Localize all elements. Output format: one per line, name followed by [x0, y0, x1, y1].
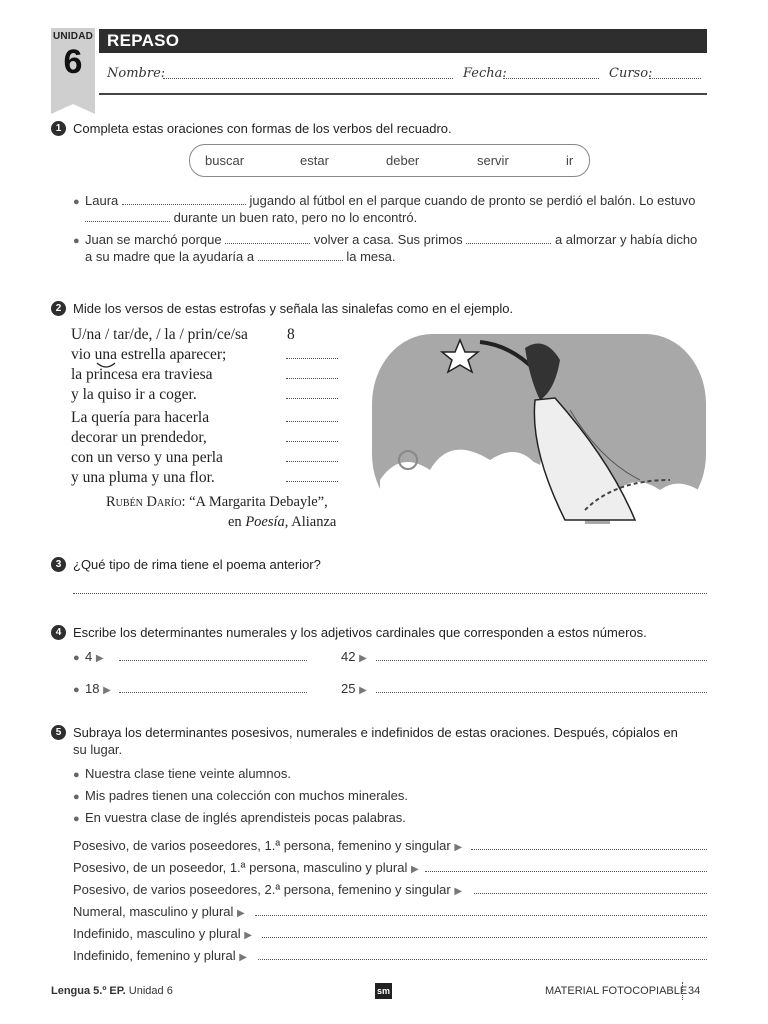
publisher-logo: sm [375, 983, 392, 999]
category-label: Numeral, masculino y plural ▶ [73, 904, 245, 919]
verse-2: vio una estrella aparecer; [71, 346, 227, 363]
header-rule [99, 93, 707, 95]
bullet: ● [73, 791, 80, 803]
exercise-5-instruction-line-1: Subraya los determinantes posesivos, numerales e indefinidos de estas oraciones. Después, cópialos en [73, 725, 678, 740]
sentence: Nuestra clase tiene veinte alumnos. [85, 766, 291, 781]
verb-box [189, 144, 590, 177]
answer-line[interactable] [255, 915, 707, 916]
arrow-icon: ▶ [410, 864, 419, 875]
count-field[interactable] [286, 461, 338, 462]
bullet: ● [73, 684, 80, 696]
course-label: Curso: [609, 66, 653, 81]
exercise-4-instruction: Escribe los determinantes numerales y los adjetivos cardinales que corresponden a estos números. [73, 625, 647, 640]
count-field[interactable] [286, 358, 338, 359]
count-field[interactable] [286, 378, 338, 379]
sentence-2-line-1: Juan se marchó porque volver a casa. Sus primos a almorzar y había dicho [85, 232, 698, 247]
verb-5: ir [566, 153, 574, 168]
arrow-icon: ▶ [95, 653, 104, 664]
unit-label: UNIDAD [52, 31, 94, 42]
arrow-icon: ▶ [454, 842, 463, 853]
arrow-icon: ▶ [244, 930, 252, 941]
answer-line[interactable] [262, 937, 707, 938]
blank-field[interactable] [258, 251, 343, 261]
blank-field[interactable] [85, 212, 170, 222]
sentence: Mis padres tienen una colección con muchos minerales. [85, 788, 409, 803]
princess-illustration [370, 330, 708, 526]
category-label: Indefinido, masculino y plural ▶ [73, 926, 252, 941]
blank-field[interactable] [225, 234, 310, 244]
poem-author: Rubén Darío: “A Margarita Debayle”, [106, 494, 328, 510]
verse-4: y la quiso ir a coger. [71, 386, 197, 403]
title-bar [99, 29, 707, 53]
category-label: Indefinido, femenino y plural ▶ [73, 948, 247, 963]
answer-line[interactable] [119, 660, 307, 661]
sentence-2-line-2: a su madre que la ayudaría a la mesa. [85, 249, 396, 264]
blank-field[interactable] [466, 234, 551, 244]
sentence: En vuestra clase de inglés aprendisteis pocas palabras. [85, 810, 406, 825]
exercise-5-number: 5 [51, 725, 66, 740]
footer-divider [682, 982, 683, 1000]
verse-8: y una pluma y una flor. [71, 469, 215, 486]
number-42: 42 ▶ [341, 649, 367, 664]
arrow-icon: ▶ [454, 886, 463, 897]
exercise-5-instruction-line-2: su lugar. [73, 742, 123, 757]
name-field[interactable] [163, 78, 453, 79]
number-4: 4 ▶ [85, 649, 104, 664]
exercise-3-number: 3 [51, 557, 66, 572]
category-label: Posesivo, de un poseedor, 1.ª persona, masculino y plural ▶ [73, 860, 419, 875]
answer-line[interactable] [425, 871, 707, 872]
verb-1: buscar [205, 153, 245, 168]
verse-6: decorar un prendedor, [71, 429, 207, 446]
date-label: Fecha: [463, 66, 507, 81]
exercise-1-instruction: Completa estas oraciones con formas de los verbos del recuadro. [73, 121, 452, 136]
count-field[interactable] [286, 481, 338, 482]
category-label: Posesivo, de varios poseedores, 2.ª persona, femenino y singular ▶ [73, 882, 463, 897]
exercise-4-number: 4 [51, 625, 66, 640]
verse-1: U/na / tar/de, / la / prin/ce/sa [71, 326, 248, 343]
page-title: REPASO [107, 31, 180, 50]
count-field[interactable] [286, 398, 338, 399]
unit-tab [51, 28, 95, 104]
count-field[interactable] [286, 421, 338, 422]
blank-field[interactable] [122, 195, 246, 205]
category-label: Posesivo, de varios poseedores, 1.ª persona, femenino y singular ▶ [73, 838, 463, 853]
footer-material: MATERIAL FOTOCOPIABLE [545, 985, 688, 997]
arrow-icon: ▶ [103, 685, 111, 696]
bullet: ● [73, 235, 80, 247]
bullet: ● [73, 769, 80, 781]
name-label: Nombre: [107, 66, 166, 81]
course-field[interactable] [649, 78, 701, 79]
verb-4: servir [477, 153, 509, 168]
verb-3: deber [386, 153, 420, 168]
exercise-3-instruction: ¿Qué tipo de rima tiene el poema anterior? [73, 557, 321, 572]
student-fields [99, 64, 707, 84]
number-18: 18 ▶ [85, 681, 111, 696]
footer-subject: Lengua 5.º EP. Unidad 6 [51, 985, 173, 997]
verse-1-count: 8 [287, 326, 295, 343]
answer-line[interactable] [471, 849, 707, 850]
page-number: 34 [688, 985, 701, 997]
bullet: ● [73, 813, 80, 825]
answer-line[interactable] [258, 959, 707, 960]
count-field[interactable] [286, 441, 338, 442]
number-25: 25 ▶ [341, 681, 367, 696]
bullet: ● [73, 196, 80, 208]
verse-7: con un verso y una perla [71, 449, 223, 466]
poem-source: en Poesía, Alianza [228, 514, 337, 530]
sentence-1-line-1: Laura jugando al fútbol en el parque cuando de pronto se perdió el balón. Lo estuvo [85, 193, 696, 208]
date-field[interactable] [503, 78, 599, 79]
unit-number: 6 [63, 43, 83, 81]
exercise-2-number: 2 [51, 301, 66, 316]
answer-line[interactable] [73, 593, 707, 594]
answer-line[interactable] [474, 893, 707, 894]
verse-3: la princesa era traviesa [71, 366, 213, 383]
sentence-1-line-2: durante un buen rato, pero no lo encontró. [85, 209, 707, 226]
verse-5: La quería para hacerla [71, 409, 210, 426]
exercise-2-instruction: Mide los versos de estas estrofas y señala las sinalefas como en el ejemplo. [73, 301, 514, 316]
arrow-icon: ▶ [237, 908, 245, 919]
answer-line[interactable] [376, 660, 707, 661]
unit-tab-notch [51, 104, 95, 114]
arrow-icon: ▶ [359, 685, 367, 696]
answer-line[interactable] [376, 692, 707, 693]
bullet: ● [73, 652, 80, 664]
exercise-1-number: 1 [51, 121, 66, 136]
arrow-icon: ▶ [239, 952, 247, 963]
verb-2: estar [300, 153, 329, 168]
arrow-icon: ▶ [359, 653, 367, 664]
answer-line[interactable] [119, 692, 307, 693]
